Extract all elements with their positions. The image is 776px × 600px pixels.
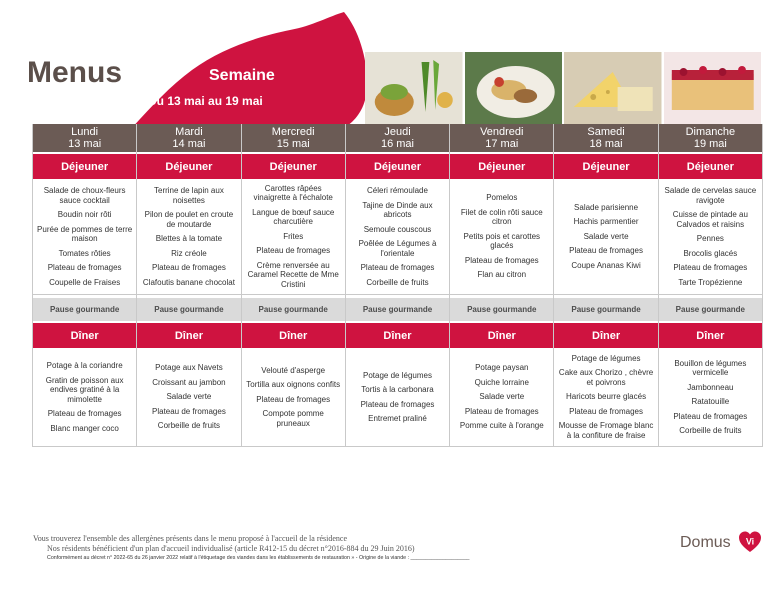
menu-item: Plateau de fromages [152,263,226,272]
menu-item: Hachis parmentier [573,217,639,227]
menu-item: Petits pois et carottes glacés [463,231,541,251]
day-date: 15 mai [276,138,310,150]
lunch-header: Déjeuner [450,154,553,179]
menu-item: Quiche lorraine [474,377,529,387]
menu-item: Velouté d'asperge [261,365,326,375]
dinner-header: Dîner [242,323,345,348]
menu-item: Riz créole [171,248,207,258]
cheese-board-photo-icon [564,52,662,124]
week-label: Semaine [209,67,275,84]
weekly-menu-grid [32,124,763,447]
menu-item: Semoule couscous [363,224,432,234]
plated-dish-photo-icon [465,52,563,124]
day-date: 16 mai [380,138,414,150]
menu-item: Tarte Tropézienne [678,277,743,287]
menu-item: Poêlée de Légumes à l'orientale [358,239,437,258]
day-header [242,124,345,152]
menu-item: Tortilla aux oignons confits [246,380,341,390]
footer-notes [33,534,673,562]
day-column [554,124,658,447]
dinner-header: Dîner [137,323,240,348]
menu-item: Céleri rémoulade [367,186,428,195]
lunch-items [346,179,449,295]
menu-item: Filet de colin rôti sauce citron [460,207,543,227]
menu-item: Plateau de fromages [360,263,435,272]
menu-item: Ratatouille [691,397,730,406]
day-header [659,124,762,152]
menu-item: Haricots beurre glacés [566,392,647,402]
menu-item: Cuisse de pintade au Calvados et raisins [672,210,748,229]
menu-item: Blettes à la tomate [155,234,223,243]
menu-item: Salade verte [479,392,525,402]
dinner-header: Dîner [659,323,762,348]
salad-photo-icon [365,52,463,124]
menu-item: Croissant au jambon [152,377,226,387]
day-name: Jeudi [384,126,411,138]
menu-item: Plateau de fromages [673,411,748,421]
menu-item: Tomates rôties [58,248,111,258]
lunch-items [659,179,762,295]
menu-item: Plateau de fromages [464,255,539,265]
menu-item: Potage de légumes [571,353,641,363]
pause-gourmande: Pause gourmande [554,298,657,321]
day-header [346,124,449,152]
lunch-header: Déjeuner [137,154,240,179]
menu-item: Potage aux Navets [155,363,223,373]
lunch-items [137,179,240,295]
menu-item: Brocolis glacés [683,248,738,258]
care-plan-note: Nos résidents bénéficient d'un plan d'accueil individualisé (article R412-15 du décret n°2016-884 du 29 Juin 2016) [47,544,415,553]
menu-item: Coupe Ananas Kiwi [571,260,641,270]
menu-item: Flan au citron [477,270,527,280]
heart-logo-icon [738,530,762,554]
day-header [450,124,553,152]
menu-item: Purée de pommes de terre maison [37,224,133,243]
menu-item: Plateau de fromages [256,246,331,256]
pause-gourmande: Pause gourmande [450,298,553,321]
day-name: Mardi [175,126,203,138]
menu-item: Potage à la coriandre [46,361,123,370]
menu-item: Compote pomme pruneaux [262,409,324,428]
lunch-header: Déjeuner [659,154,762,179]
logo-mark-text: Vi [745,536,755,547]
dinner-header: Dîner [450,323,553,348]
menu-item: Plateau de fromages [673,263,748,272]
lunch-header: Déjeuner [346,154,449,179]
menu-item: Pennes [696,234,724,243]
menu-item: Crème renversée au Caramel Recette de Mme Cristini [247,260,339,289]
menu-item: Plateau de fromages [152,406,226,416]
day-date: 14 mai [172,138,206,150]
day-column [33,124,137,447]
menu-item: Plateau de fromages [360,399,435,409]
pause-gourmande: Pause gourmande [137,298,240,321]
dinner-header: Dîner [33,323,136,348]
menu-item: Pilon de poulet en croute de moutarde [144,210,234,229]
lunch-items [242,179,345,295]
menu-item: Salade de choux-fleurs sauce cocktail [43,186,126,205]
menu-item: Plateau de fromages [47,263,122,272]
day-column [242,124,346,447]
menu-item: Corbeille de fruits [366,277,429,287]
dinner-items [242,348,345,447]
menu-item: Corbeille de fruits [157,421,221,431]
menu-item: Plateau de fromages [569,246,643,256]
menu-item: Potage de légumes [363,370,432,380]
menu-item: Salade verte [166,392,212,402]
allergen-note: Vous trouverez l'ensemble des allergènes présents dans le menu proposé à l'accueil de la résidence [33,534,348,543]
page-title: Menus [27,56,123,89]
menu-item: Boudin noir rôti [57,210,112,219]
day-name: Mercredi [271,126,315,138]
lunch-header: Déjeuner [33,154,136,179]
menu-item: Salade de cervelas sauce ravigote [664,186,757,205]
menu-item: Frites [283,231,304,241]
menu-item: Coupelle de Fraises [49,277,121,287]
dinner-header: Dîner [346,323,449,348]
dinner-items [659,348,762,447]
menu-item: Salade verte [583,231,629,241]
day-header [33,124,136,152]
logo-text: Domus [680,534,731,551]
menu-item: Bouillon de légumes vermicelle [674,358,747,377]
menu-item: Plateau de fromages [47,409,122,418]
day-header [137,124,240,152]
menu-item: Pomme cuite à l'orange [459,421,544,431]
pause-gourmande: Pause gourmande [33,298,136,321]
pause-gourmande: Pause gourmande [242,298,345,321]
day-name: Lundi [71,126,99,138]
day-date: 18 mai [589,138,623,150]
day-name: Dimanche [685,126,736,138]
menu-item: Carottes râpées vinaigrette à l'échalote [253,183,333,203]
day-column [346,124,450,447]
berry-tart-photo-icon [664,52,762,124]
lunch-header: Déjeuner [242,154,345,179]
food-photos [365,52,761,124]
lunch-items [554,179,657,295]
menu-item: Potage paysan [475,363,529,373]
dinner-items [346,348,449,447]
day-name: Samedi [587,126,625,138]
meat-origin-note: Conformément au décret n° 2022-65 du 26 janvier 2022 relatif à l'étiquetage des viandes dans les établissements de restauration » - Origine de la viande : ____________________ [47,555,470,561]
menu-item: Gratin de poisson aux endives gratiné à la mimolette [45,375,124,404]
menu-item: Salade parisienne [574,202,639,212]
day-column [137,124,241,447]
day-column [659,124,763,447]
day-column [450,124,554,447]
day-date: 13 mai [68,138,102,150]
menu-item: Jambonneau [687,382,734,392]
menu-item: Pomelos [486,193,518,203]
menu-item: Corbeille de fruits [679,426,742,435]
pause-gourmande: Pause gourmande [659,298,762,321]
dinner-header: Dîner [554,323,657,348]
day-header [554,124,657,152]
domusvi-logo [680,530,764,556]
menu-item: Plateau de fromages [464,406,539,416]
date-range: Du 13 mai au 19 mai [148,94,263,108]
menu-item: Tortis à la carbonara [361,385,434,394]
menu-item: Blanc manger coco [50,423,119,433]
dinner-items [450,348,553,447]
menu-item: Plateau de fromages [569,406,643,416]
lunch-items [33,179,136,295]
dinner-items [137,348,240,447]
menu-item: Clafoutis banane chocolat [142,277,235,287]
day-name: Vendredi [480,126,524,138]
menu-item: Tajine de Dinde aux abricots [362,200,433,219]
lunch-header: Déjeuner [554,154,657,179]
menu-item: Cake aux Chorizo , chèvre et poivrons [558,368,654,387]
pause-gourmande: Pause gourmande [346,298,449,321]
dinner-items [554,348,657,447]
day-date: 19 mai [693,138,727,150]
menu-item: Entremet praliné [368,414,427,423]
menu-item: Plateau de fromages [256,394,331,404]
day-date: 17 mai [485,138,519,150]
menu-item: Mousse de Fromage blanc à la confiture de fraise [558,421,654,440]
dinner-items [33,348,136,447]
menu-item: Terrine de lapin aux noisettes [154,186,224,205]
menu-item: Langue de bœuf sauce charcutière [252,207,335,227]
lunch-items [450,179,553,295]
